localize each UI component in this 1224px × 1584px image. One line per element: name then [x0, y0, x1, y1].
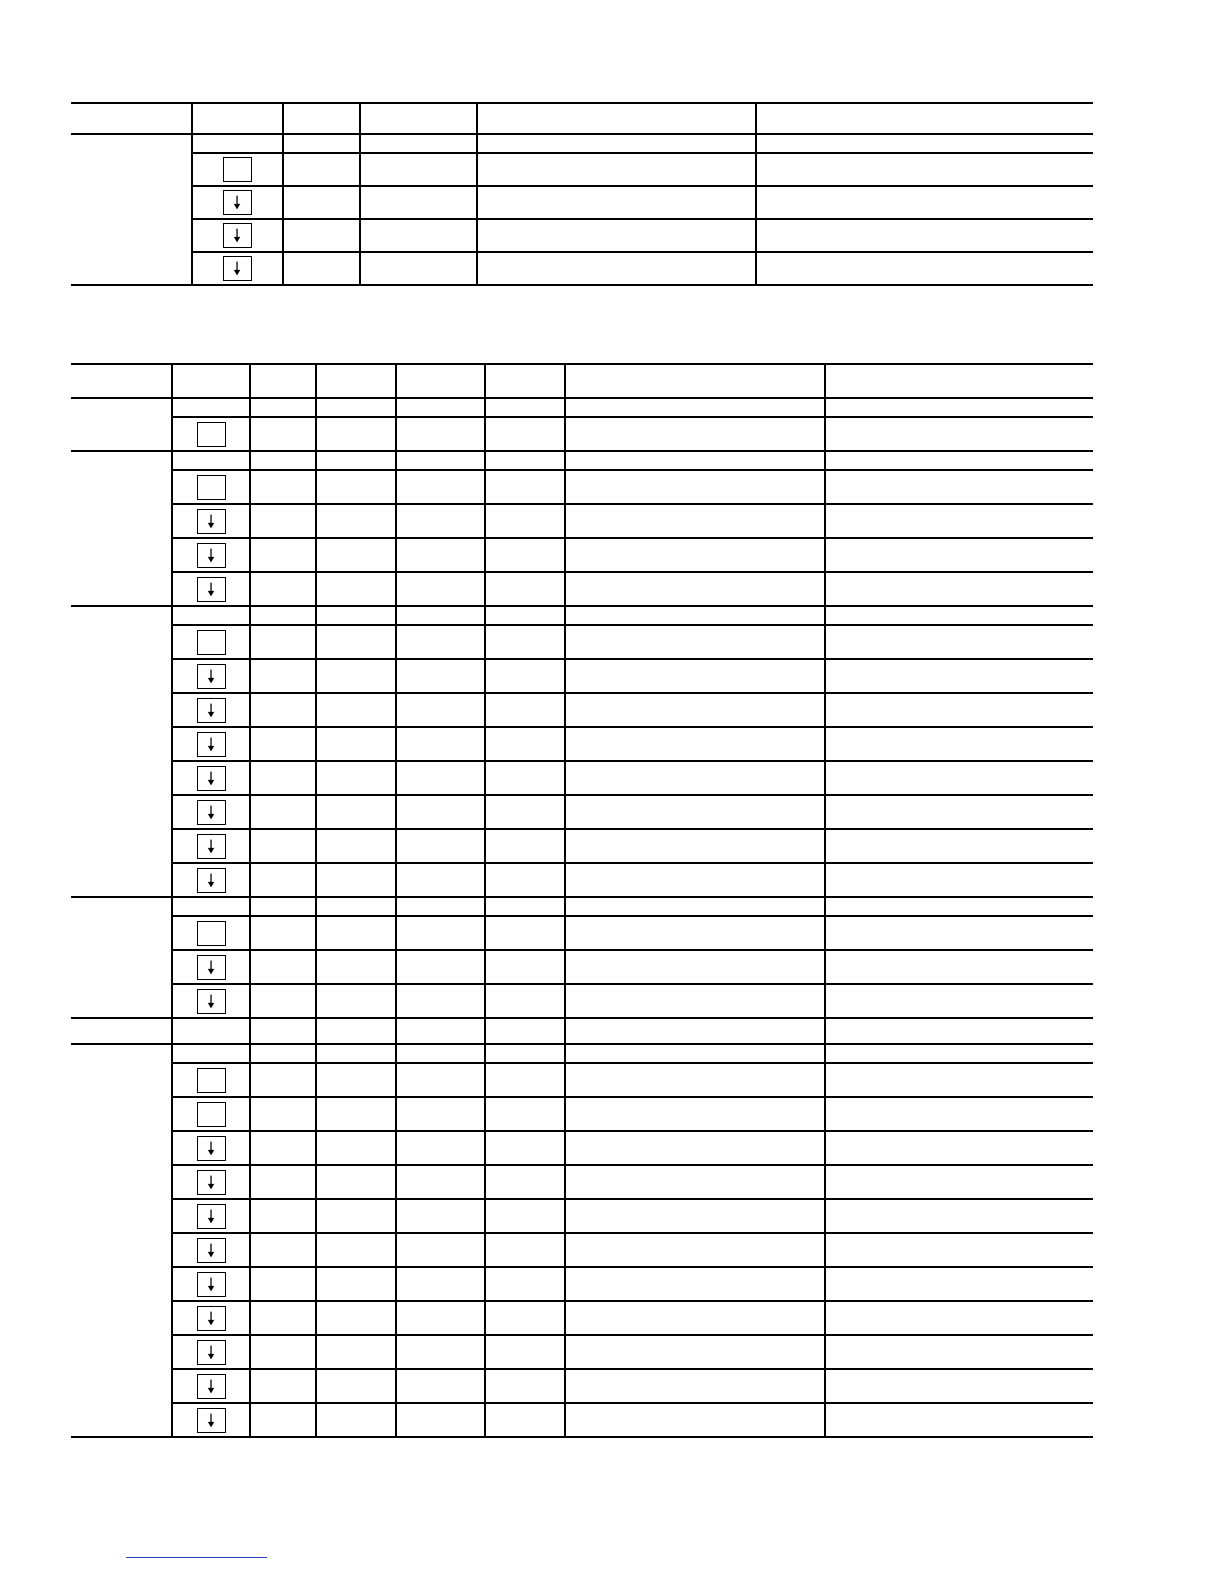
- down-arrow-key-icon: [197, 1136, 226, 1161]
- row-rule: [171, 1334, 1093, 1336]
- row-rule: [191, 251, 1093, 253]
- column-rule-3: [395, 363, 397, 1437]
- down-arrow-key-icon: [197, 543, 226, 568]
- row-rule: [171, 658, 1093, 660]
- header-bottom-rule: [71, 133, 1093, 135]
- column-rule-0: [171, 363, 173, 1437]
- down-arrow-key-icon: [197, 766, 226, 791]
- down-arrow-key-icon: [197, 989, 226, 1014]
- table-top-rule: [71, 102, 1093, 104]
- group-divider-rule: [71, 605, 1093, 607]
- table-top-rule: [71, 363, 1093, 365]
- row-rule: [171, 983, 1093, 985]
- down-arrow-key-icon: [197, 800, 226, 825]
- column-rule-3: [476, 102, 478, 285]
- row-rule: [171, 760, 1093, 762]
- column-rule-5: [564, 363, 566, 1437]
- down-arrow-key-icon: [197, 1170, 226, 1195]
- row-rule: [171, 571, 1093, 573]
- row-rule: [171, 469, 1093, 471]
- down-arrow-key-icon: [197, 509, 226, 534]
- blank-key-icon: [197, 475, 226, 500]
- row-rule: [171, 1232, 1093, 1234]
- row-rule: [191, 185, 1093, 187]
- blank-key-icon: [197, 422, 226, 447]
- header-bottom-rule: [71, 397, 1093, 399]
- down-arrow-key-icon: [197, 1408, 226, 1433]
- row-rule: [171, 537, 1093, 539]
- down-arrow-key-icon: [223, 256, 252, 281]
- column-rule-1: [282, 102, 284, 285]
- down-arrow-key-icon: [197, 698, 226, 723]
- column-rule-1: [249, 363, 251, 1437]
- row-rule: [171, 692, 1093, 694]
- blank-key-icon: [197, 630, 226, 655]
- row-rule: [191, 218, 1093, 220]
- blank-key-icon: [197, 1068, 226, 1093]
- row-rule: [171, 828, 1093, 830]
- down-arrow-key-icon: [197, 1374, 226, 1399]
- down-arrow-key-icon: [197, 955, 226, 980]
- group-divider-rule: [71, 1043, 1093, 1045]
- blank-key-icon: [197, 1102, 226, 1127]
- group-divider-rule: [71, 896, 1093, 898]
- row-rule: [171, 1300, 1093, 1302]
- down-arrow-key-icon: [223, 223, 252, 248]
- down-arrow-key-icon: [197, 664, 226, 689]
- row-rule: [171, 1402, 1093, 1404]
- row-rule: [171, 1198, 1093, 1200]
- row-rule: [171, 1368, 1093, 1370]
- row-rule: [171, 1164, 1093, 1166]
- row-rule: [191, 152, 1093, 154]
- row-rule: [171, 1130, 1093, 1132]
- row-rule: [171, 949, 1093, 951]
- down-arrow-key-icon: [197, 834, 226, 859]
- row-rule: [171, 726, 1093, 728]
- row-rule: [171, 915, 1093, 917]
- down-arrow-key-icon: [197, 577, 226, 602]
- row-rule: [171, 862, 1093, 864]
- row-rule: [171, 503, 1093, 505]
- row-rule: [171, 624, 1093, 626]
- down-arrow-key-icon: [197, 1204, 226, 1229]
- down-arrow-key-icon: [197, 868, 226, 893]
- blank-key-icon: [197, 921, 226, 946]
- down-arrow-key-icon: [197, 1272, 226, 1297]
- down-arrow-key-icon: [223, 190, 252, 215]
- row-rule: [171, 794, 1093, 796]
- column-rule-2: [359, 102, 361, 285]
- table-bottom-rule: [71, 284, 1093, 286]
- row-rule: [171, 1096, 1093, 1098]
- group-divider-rule: [71, 450, 1093, 452]
- column-rule-4: [755, 102, 757, 285]
- row-rule: [171, 416, 1093, 418]
- down-arrow-key-icon: [197, 1238, 226, 1263]
- table-bottom-rule: [71, 1436, 1093, 1438]
- footer-link-underline[interactable]: [126, 1557, 267, 1558]
- row-rule: [171, 1266, 1093, 1268]
- group-divider-rule: [71, 1017, 1093, 1019]
- column-rule-0: [191, 102, 193, 285]
- row-rule: [171, 1062, 1093, 1064]
- down-arrow-key-icon: [197, 1340, 226, 1365]
- blank-key-icon: [223, 157, 252, 182]
- down-arrow-key-icon: [197, 732, 226, 757]
- column-rule-6: [824, 363, 826, 1437]
- column-rule-4: [484, 363, 486, 1437]
- column-rule-2: [315, 363, 317, 1437]
- down-arrow-key-icon: [197, 1306, 226, 1331]
